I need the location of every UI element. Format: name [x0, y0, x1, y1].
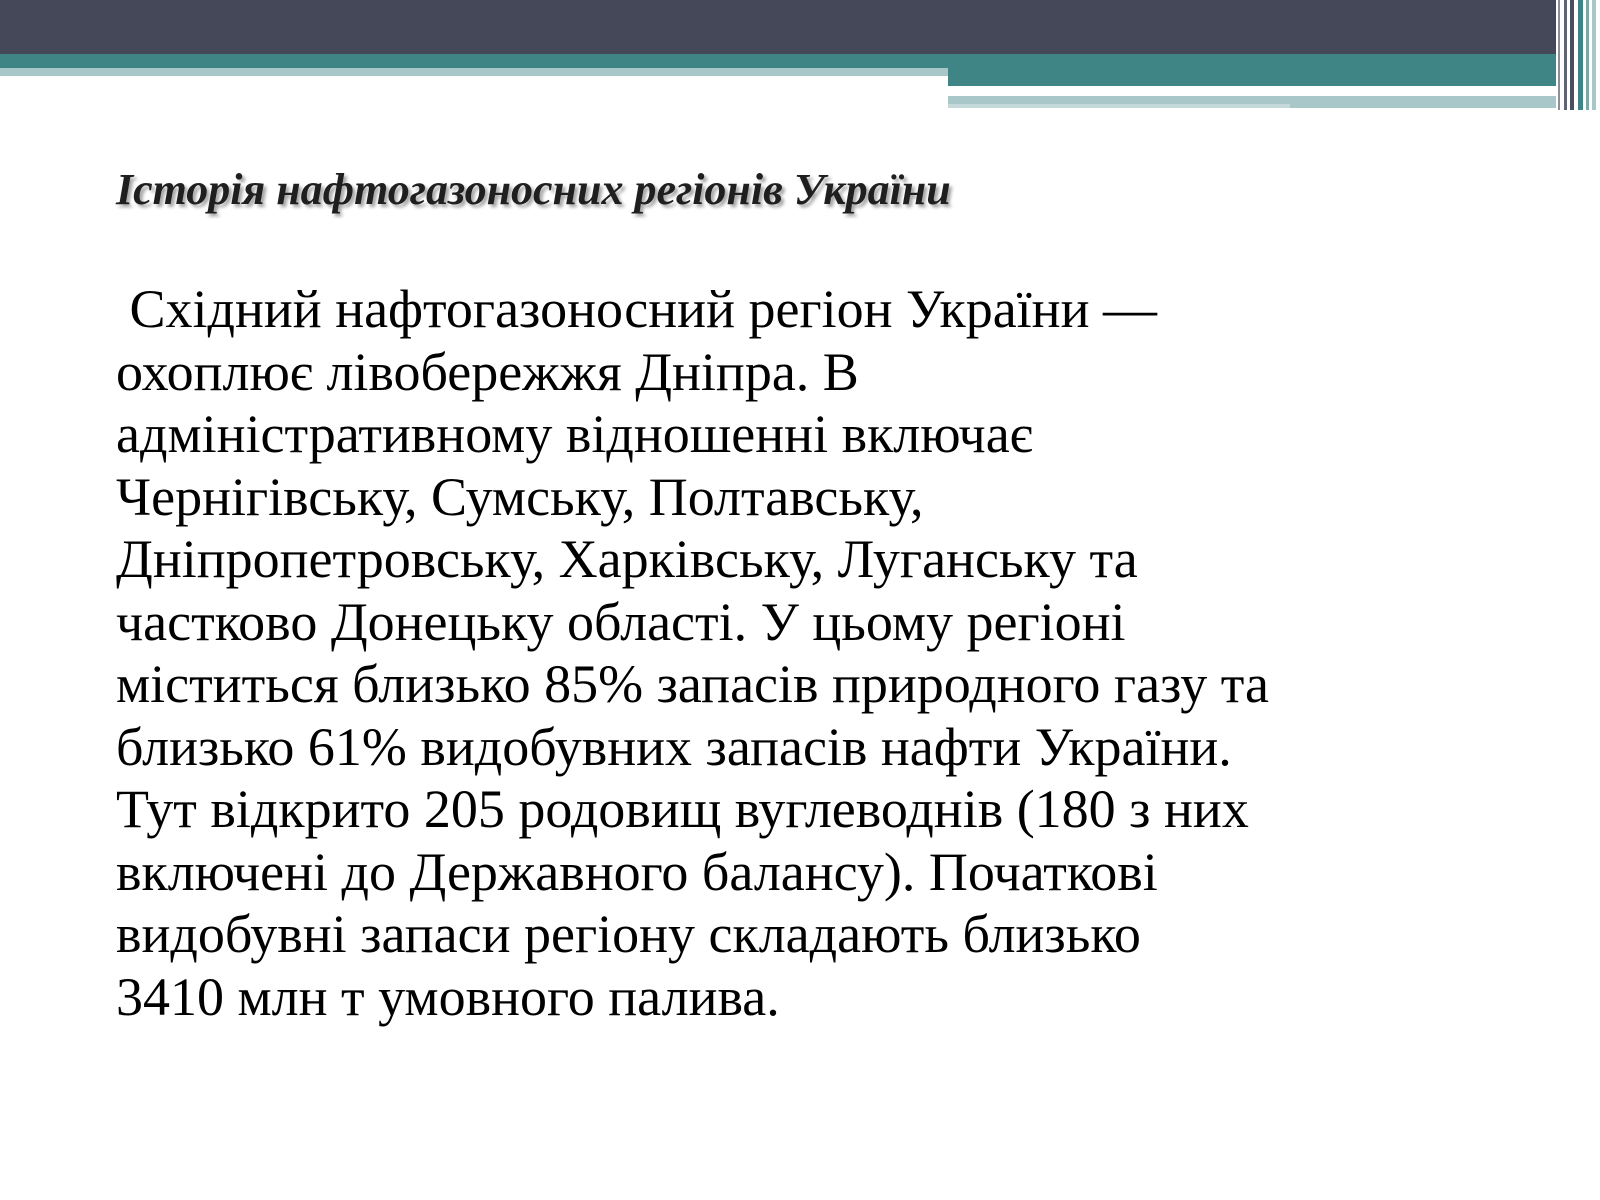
- header-vertical-stripes: [1556, 0, 1600, 110]
- body-line: включені до Державного балансу). Початкові: [116, 841, 1158, 902]
- body-line: близько 61% видобувних запасів нафти України.: [116, 716, 1232, 777]
- vertical-stripe: [1558, 0, 1560, 110]
- body-line: Тут відкрито 205 родовищ вуглеводнів (180 з них: [116, 779, 1249, 839]
- body-line: адміністративному відношенні включає: [116, 404, 1033, 464]
- slide-body-text: [116, 278, 1506, 1028]
- body-line: міститься близько 85% запасів природного газу та: [116, 654, 1269, 714]
- vertical-stripe: [1592, 0, 1596, 110]
- vertical-stripe: [1570, 0, 1574, 110]
- body-line: Дніпропетровську, Харківську, Луганську та: [116, 529, 1138, 589]
- vertical-stripe: [1578, 0, 1583, 110]
- body-line: частково Донецьку області. У цьому регіоні: [116, 591, 1126, 652]
- header-teal-right-band: [948, 68, 1560, 86]
- body-line: 3410 млн т умовного палива.: [116, 966, 780, 1027]
- vertical-stripe: [1564, 0, 1567, 110]
- body-line: Східний нафтогазоносний регіон України —: [116, 279, 1157, 339]
- header-accent-line-short: [948, 104, 1290, 108]
- header-teal-band: [0, 54, 1560, 68]
- header-light-band: [0, 68, 950, 76]
- body-line: Чернігівську, Сумську, Полтавську,: [116, 466, 924, 527]
- body-line: охоплює лівобережжя Дніпра. В: [116, 341, 859, 402]
- slide-title: Історія нафтогазоносних регіонів України: [116, 165, 951, 214]
- header-dark-band: [0, 0, 1560, 54]
- header-accent-line-white-gap: [948, 86, 1478, 90]
- body-line: видобувні запаси регіону складають близько: [116, 904, 1141, 964]
- vertical-stripe: [1586, 0, 1589, 110]
